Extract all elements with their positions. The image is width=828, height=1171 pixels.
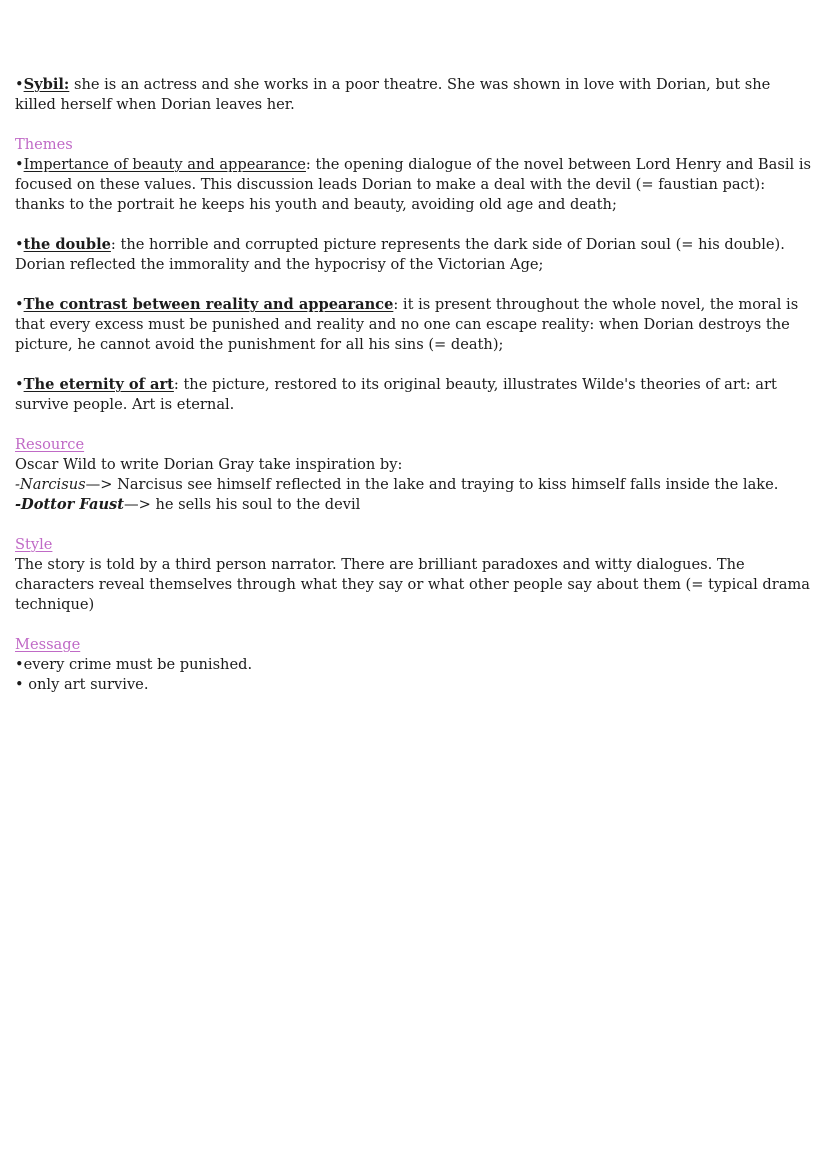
spacer [15,615,815,635]
theme-text: : the opening dialogue of the novel between Lord Henry and Basil is focused on these values. This discussion leads Dorian to make a deal with the devil (= faustian pact): thanks to the portrait he keeps his youth and beauty, avoiding old age and death; [15,156,811,213]
spacer [15,355,815,375]
resource-text: —> Narcisus see himself reflected in the lake and traying to kiss himself falls inside the lake. [85,476,779,493]
resource-name: -Dottor Faust [15,496,125,513]
bullet: • [15,236,24,253]
theme-term: the double [23,236,111,253]
bullet: • [15,296,24,313]
theme-term: The contrast between reality and appearance [23,296,394,313]
theme-item-beauty [15,155,815,215]
sybil-term: Sybil: [23,76,70,93]
sybil-paragraph [15,75,815,115]
bullet: • [15,376,24,393]
message-heading: Message [15,636,81,653]
style-heading: Style [15,536,53,553]
spacer [15,415,815,435]
message-item: • only art survive. [15,676,149,693]
theme-term: Impertance of beauty and appearance [23,156,306,173]
spacer [15,215,815,235]
theme-text: : it is present throughout the whole novel, the moral is that every excess must be punished and reality and no one can escape reality: when Dorian destroys the picture, he cannot avoid the punishment for all his sins (= death); [15,296,799,353]
spacer [15,515,815,535]
theme-item-eternity [15,375,815,415]
sybil-text: she is an actress and she works in a poor theatre. She was shown in love with Dorian, but she killed herself when Dorian leaves her. [15,76,771,113]
message-item: •every crime must be punished. [15,656,253,673]
theme-item-contrast [15,295,815,355]
resource-item-narcisus [15,475,815,495]
spacer [15,115,815,135]
resource-name: -Narcisus [15,476,86,493]
theme-term: The eternity of art [23,376,174,393]
theme-text: : the picture, restored to its original beauty, illustrates Wilde's theories of art: art survive people. Art is eternal. [15,376,777,413]
theme-item-double [15,235,815,275]
theme-text: : the horrible and corrupted picture represents the dark side of Dorian soul (= his double). Dorian reflected the immorality and the hypocrisy of the Victorian Age; [15,236,785,273]
document-page [15,75,815,695]
style-text: The story is told by a third person narrator. There are brilliant paradoxes and witty dialogues. The characters reveal themselves through what they say or what other people say about them (= typical drama technique) [15,556,810,613]
spacer [15,275,815,295]
resource-text: —> he sells his soul to the devil [124,496,361,513]
resource-item-faust [15,495,815,515]
bullet: • [15,76,24,93]
themes-heading: Themes [15,136,73,153]
resource-intro: Oscar Wild to write Dorian Gray take inspiration by: [15,456,403,473]
bullet: • [15,156,24,173]
resource-heading: Resource [15,436,85,453]
